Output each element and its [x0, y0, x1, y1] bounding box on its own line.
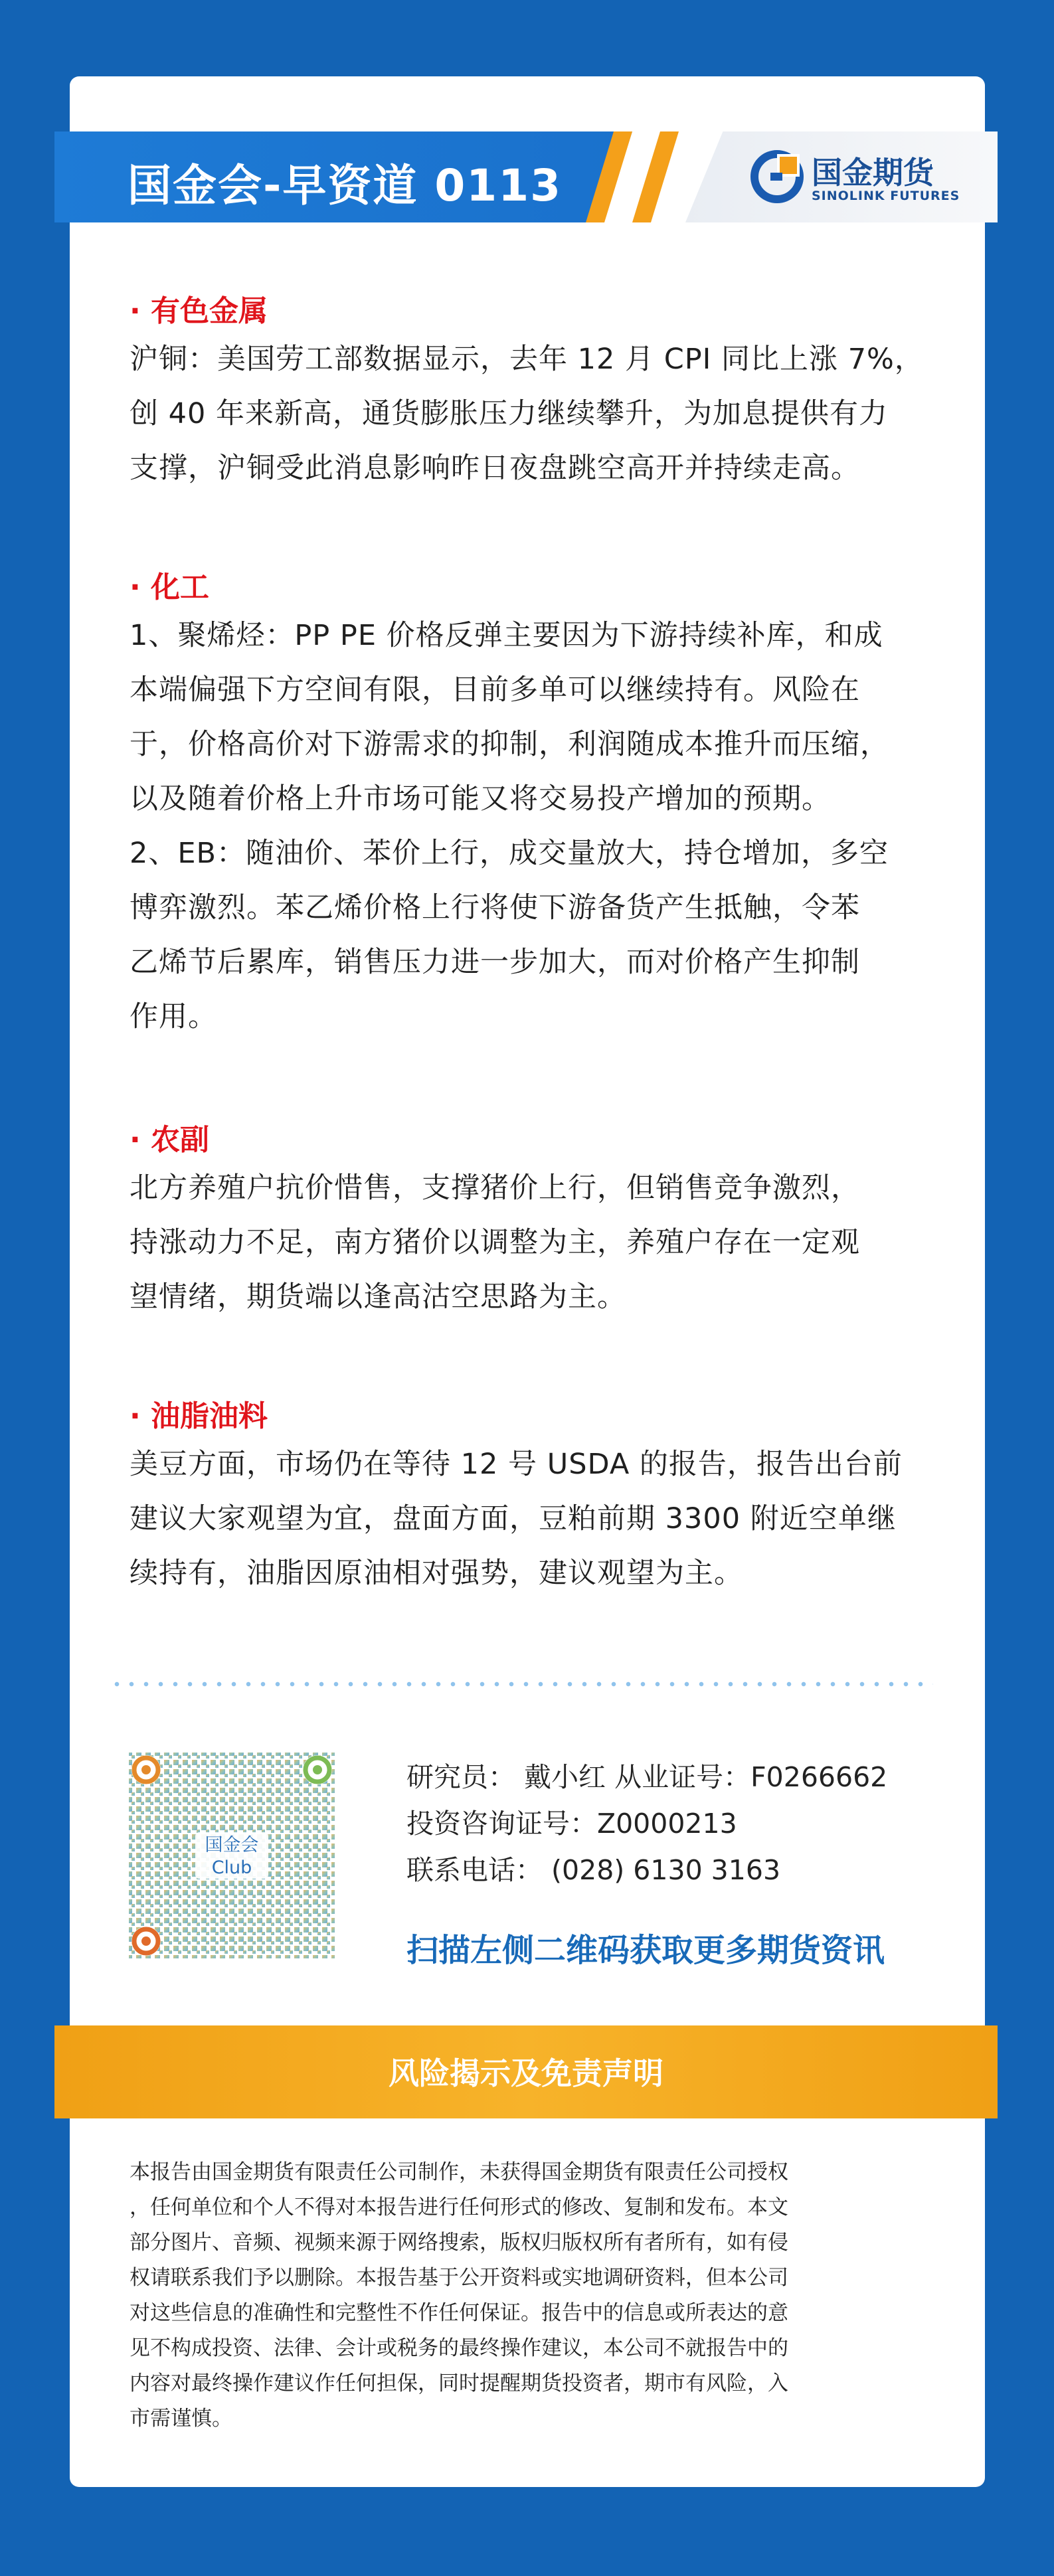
- text-line: 乙烯节后累库，销售压力进一步加大，而对价格产生抑制: [130, 946, 860, 979]
- text-line: 美豆方面，市场仍在等待 12 号 USDA 的报告，报告出台前: [130, 1448, 903, 1481]
- disclaimer-text: [130, 2155, 933, 2437]
- text-line: 持涨动力不足，南方猪价以调整为主，养殖户存在一定观: [130, 1226, 860, 1259]
- researcher-info: 研究员： 戴小红 从业证号：F0266662: [406, 1761, 888, 1793]
- page-title: 国金会-早资道 0113: [128, 160, 563, 211]
- text-line: 市需谨慎。: [130, 2407, 232, 2431]
- text-line: 作用。: [130, 1000, 217, 1033]
- text-line: 权请联系我们予以删除。本报告基于公开资料或实地调研资料，但本公司: [130, 2266, 788, 2290]
- text-line: 部分图片、音频、视频来源于网络搜索，版权归版权所有者所有，如有侵: [130, 2231, 788, 2255]
- advisory-cert: 投资咨询证号：Z0000213: [406, 1808, 737, 1840]
- text-line: 本端偏强下方空间有限，目前多单可以继续持有。风险在: [130, 673, 860, 707]
- text-line: 以及随着价格上升市场可能又将交易投产增加的预期。: [130, 782, 831, 816]
- scan-prompt: 扫描左侧二维码获取更多期货资讯: [406, 1932, 885, 1969]
- dotted-divider: [110, 1681, 933, 1687]
- banner-stripe: [632, 131, 679, 222]
- text-line: 望情绪，期货端以逢高沽空思路为主。: [130, 1280, 626, 1314]
- section-heading-agriculture: · 农副: [130, 1123, 210, 1157]
- text-line: 1、聚烯烃：PP PE 价格反弹主要因为下游持续补库，和成: [130, 619, 883, 652]
- text-line: 续持有，油脂因原油相对强势，建议观望为主。: [130, 1557, 743, 1590]
- text-line: 博弈激烈。苯乙烯价格上行将使下游备货产生抵触，令苯: [130, 891, 860, 924]
- section-body-chemicals: [130, 608, 933, 1044]
- text-line: 支撑，沪铜受此消息影响昨日夜盘跳空高开并持续走高。: [130, 452, 860, 485]
- text-line: 创 40 年来新高，通货膨胀压力继续攀升，为加息提供有力: [130, 397, 889, 430]
- qr-label: [196, 1834, 268, 1879]
- section-body-oils: [130, 1437, 933, 1600]
- logo-text-en: SINOLINK FUTURES: [812, 189, 960, 203]
- section-body-agriculture: [130, 1161, 933, 1324]
- qr-label-line: Club: [211, 1857, 252, 1878]
- text-line: 沪铜：美国劳工部数据显示，去年 12 月 CPI 同比上涨 7%，: [130, 343, 924, 376]
- sinolink-logo-icon: [750, 150, 804, 203]
- text-line: 2、EB：随油价、苯价上行，成交量放大，持仓增加，多空: [130, 837, 889, 870]
- text-line: ，任何单位和个人不得对本报告进行任何形式的修改、复制和发布。本文: [130, 2195, 788, 2219]
- text-line: 建议大家观望为宜，盘面方面，豆粕前期 3300 附近空单继: [130, 1502, 897, 1535]
- risk-banner: [54, 2025, 998, 2118]
- text-line: 本报告由国金期货有限责任公司制作，未获得国金期货有限责任公司授权: [130, 2160, 788, 2184]
- text-line: 于，价格高价对下游需求的抑制，利润随成本推升而压缩，: [130, 728, 889, 761]
- text-line: 内容对最终操作建议作任何担保，同时提醒期货投资者，期市有风险，入: [130, 2371, 788, 2395]
- section-body-metals: [130, 332, 933, 495]
- risk-title: 风险揭示及免责声明: [389, 2055, 663, 2091]
- text-line: 见不构成投资、法律、会计或税务的最终操作建议，本公司不就报告中的: [130, 2336, 788, 2360]
- section-heading-chemicals: · 化工: [130, 570, 210, 604]
- section-heading-metals: · 有色金属: [130, 294, 268, 328]
- section-heading-oils: · 油脂油料: [130, 1399, 268, 1433]
- phone-number: 联系电话： (028) 6130 3163: [406, 1854, 781, 1886]
- text-line: 对这些信息的准确性和完整性不作任何保证。报告中的信息或所表达的意: [130, 2301, 788, 2325]
- logo-text-cn: 国金期货: [812, 155, 934, 191]
- qr-label-line: 国金会: [205, 1835, 259, 1855]
- text-line: 北方养殖户抗价惜售，支撑猪价上行，但销售竞争激烈，: [130, 1171, 860, 1205]
